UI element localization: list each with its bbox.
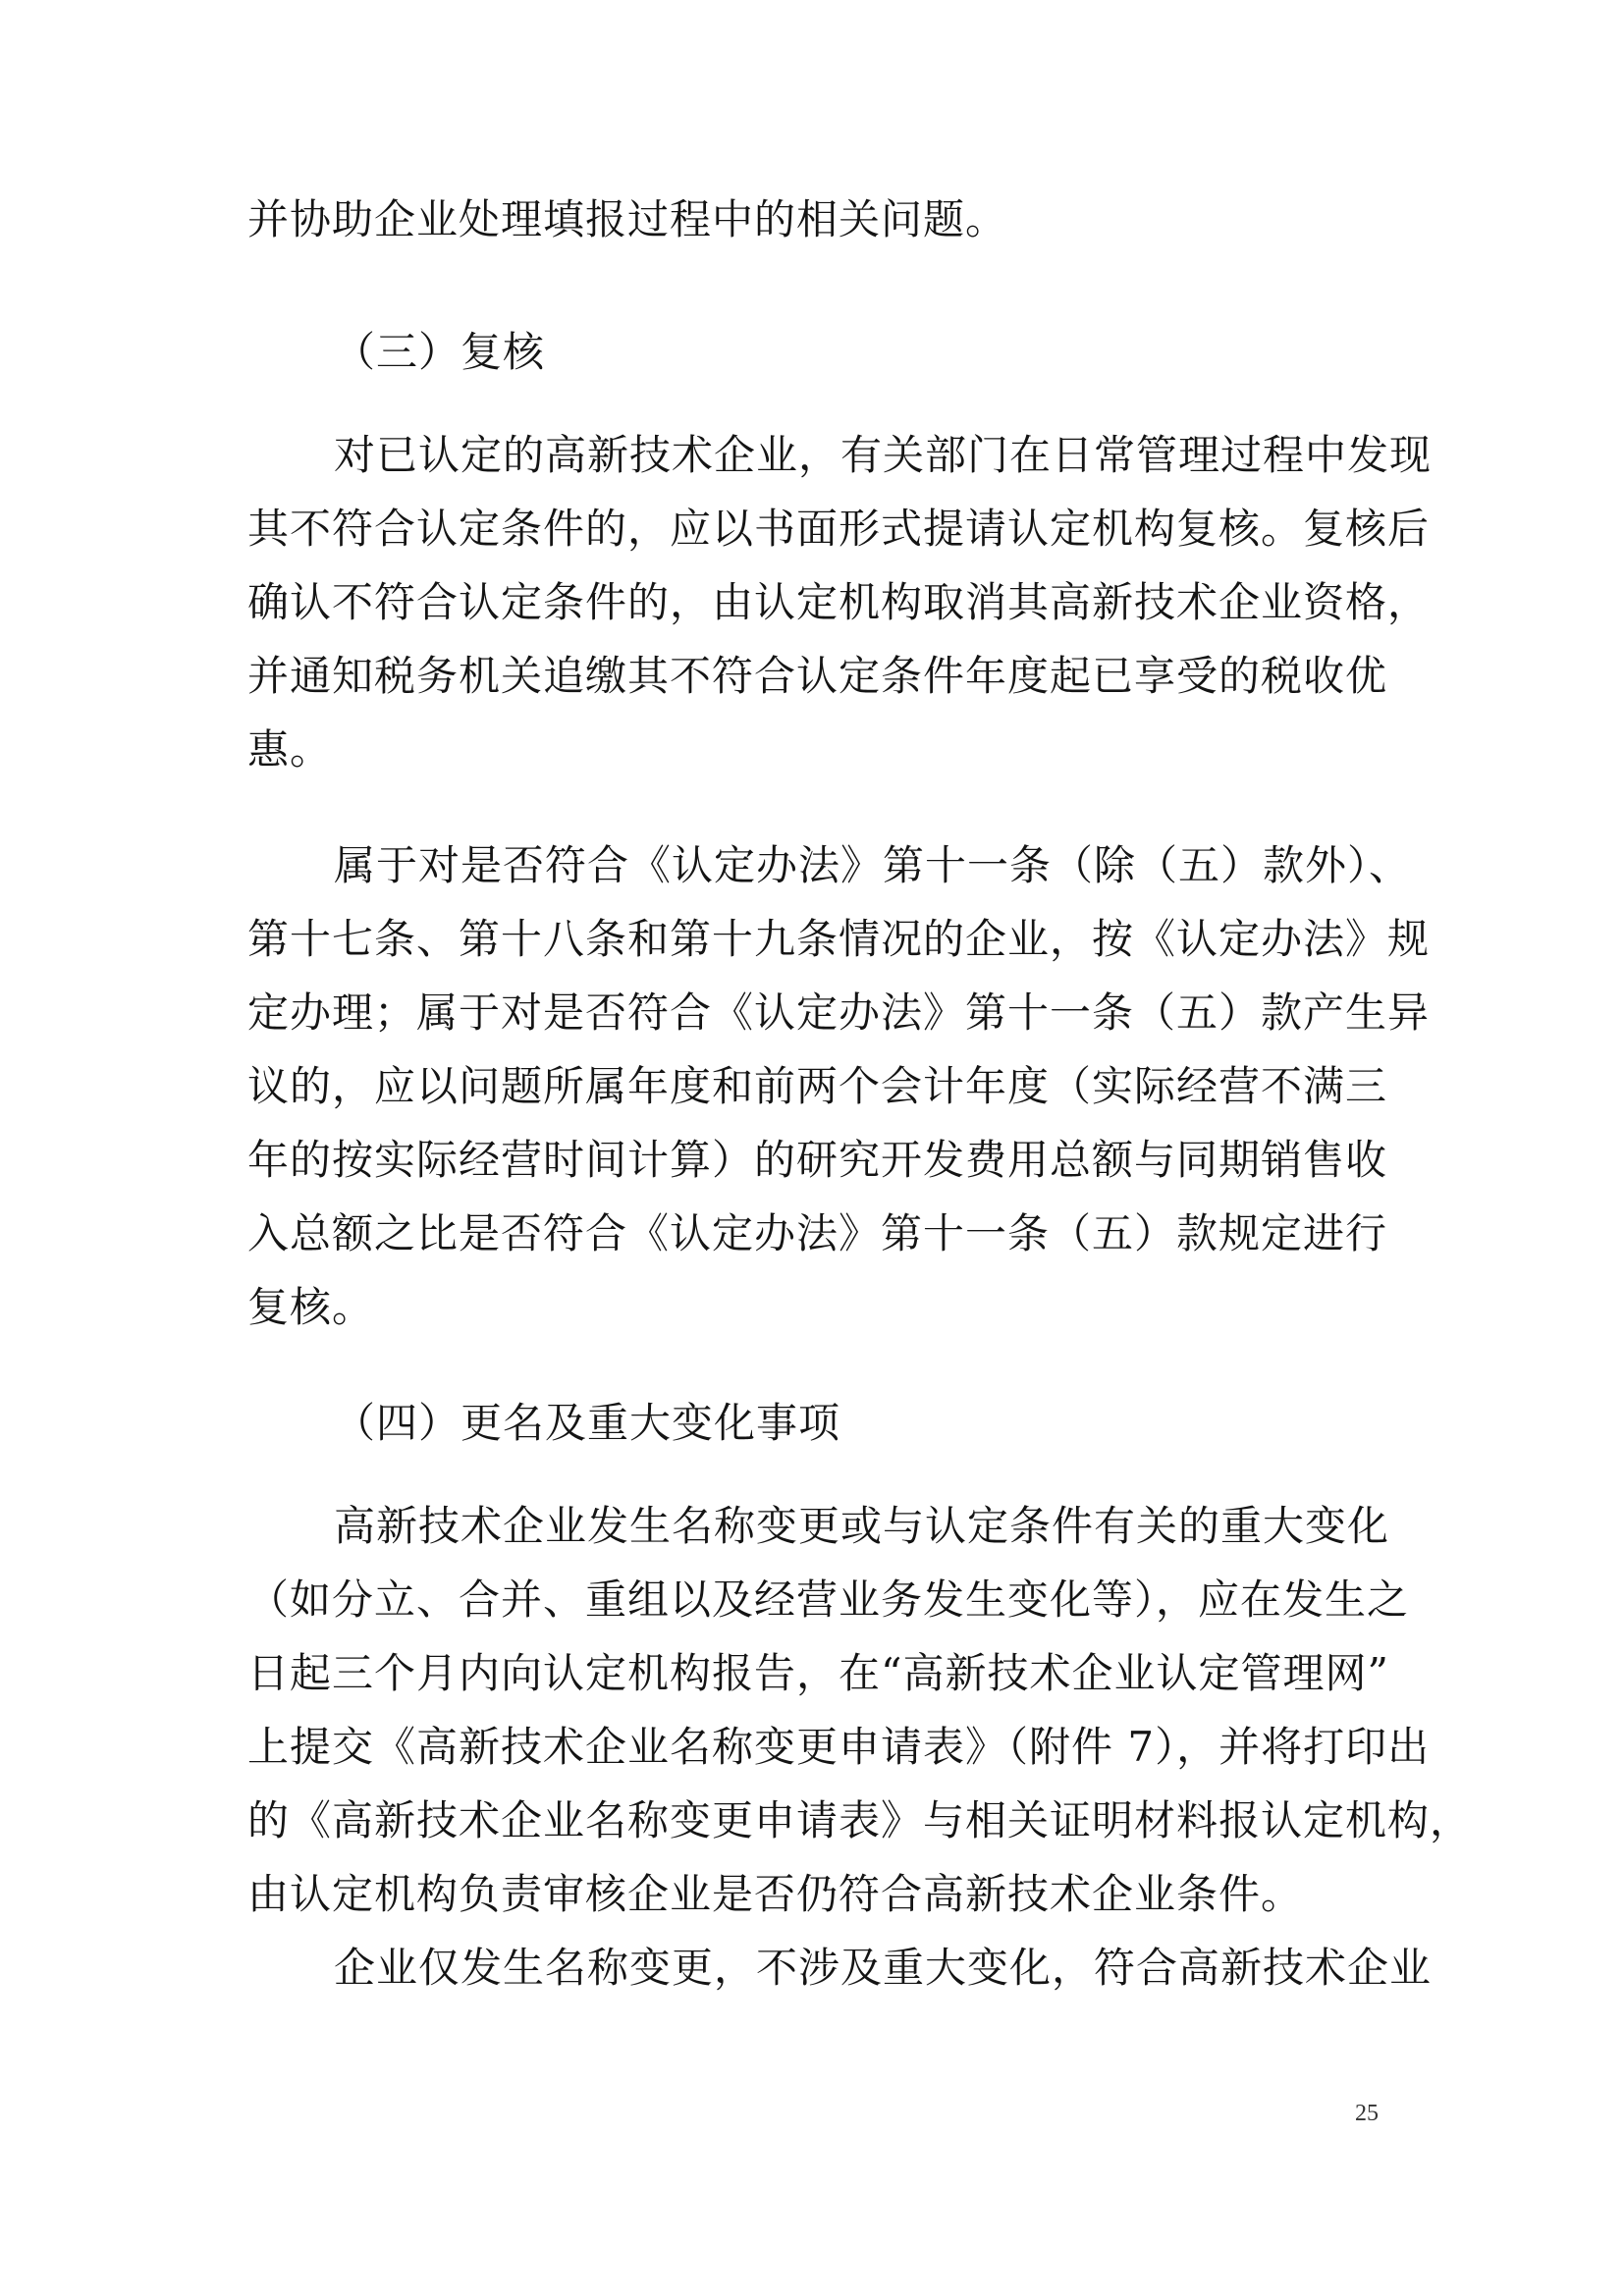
section-heading-review: （三）复核 [334,328,546,376]
paragraph-line: 对已认定的高新技术企业，有关部门在日常管理过程中发现 [334,431,1433,479]
paragraph-line: 的《高新技术企业名称变更申请表》与相关证明材料报认定机构， [247,1796,1473,1844]
paragraph-line: 其不符合认定条件的，应以书面形式提请认定机构复核。复核后 [247,505,1431,553]
paragraph-line: 上提交《高新技术企业名称变更申请表》（附件 7），并将打印出 [247,1723,1431,1771]
paragraph-line: 惠。 [247,725,333,774]
paragraph-line: 年的按实际经营时间计算）的研究开发费用总额与同期销售收 [247,1136,1388,1184]
paragraph-line: 高新技术企业发生名称变更或与认定条件有关的重大变化 [334,1502,1390,1550]
paragraph-line: 第十七条、第十八条和第十九条情况的企业，按《认定办法》规 [247,915,1431,963]
paragraph-line: 定办理；属于对是否符合《认定办法》第十一条（五）款产生异 [247,988,1431,1037]
paragraph-line: 属于对是否符合《认定办法》第十一条（除（五）款外）、 [334,841,1412,889]
paragraph-line: 并协助企业处理填报过程中的相关问题。 [247,195,1008,243]
paragraph-line: （如分立、合并、重组以及经营业务发生变化等），应在发生之 [247,1575,1410,1624]
paragraph-line: 确认不符合认定条件的，由认定机构取消其高新技术企业资格， [247,578,1431,626]
paragraph-line: 复核。 [247,1283,375,1331]
page-number: 25 [1355,2101,1379,2126]
paragraph-line: 由认定机构负责审核企业是否仍符合高新技术企业条件。 [247,1870,1304,1918]
paragraph-line: 日起三个月内向认定机构报告，在“高新技术企业认定管理网” [247,1649,1389,1697]
paragraph-line: 并通知税务机关追缴其不符合认定条件年度起已享受的税收优 [247,652,1388,700]
paragraph-line: 企业仅发生名称变更，不涉及重大变化，符合高新技术企业 [334,1944,1433,1992]
section-heading-name-change: （四）更名及重大变化事项 [334,1399,841,1447]
paragraph-line: 议的，应以问题所属年度和前两个会计年度（实际经营不满三 [247,1062,1388,1110]
paragraph-line: 入总额之比是否符合《认定办法》第十一条（五）款规定进行 [247,1209,1388,1257]
